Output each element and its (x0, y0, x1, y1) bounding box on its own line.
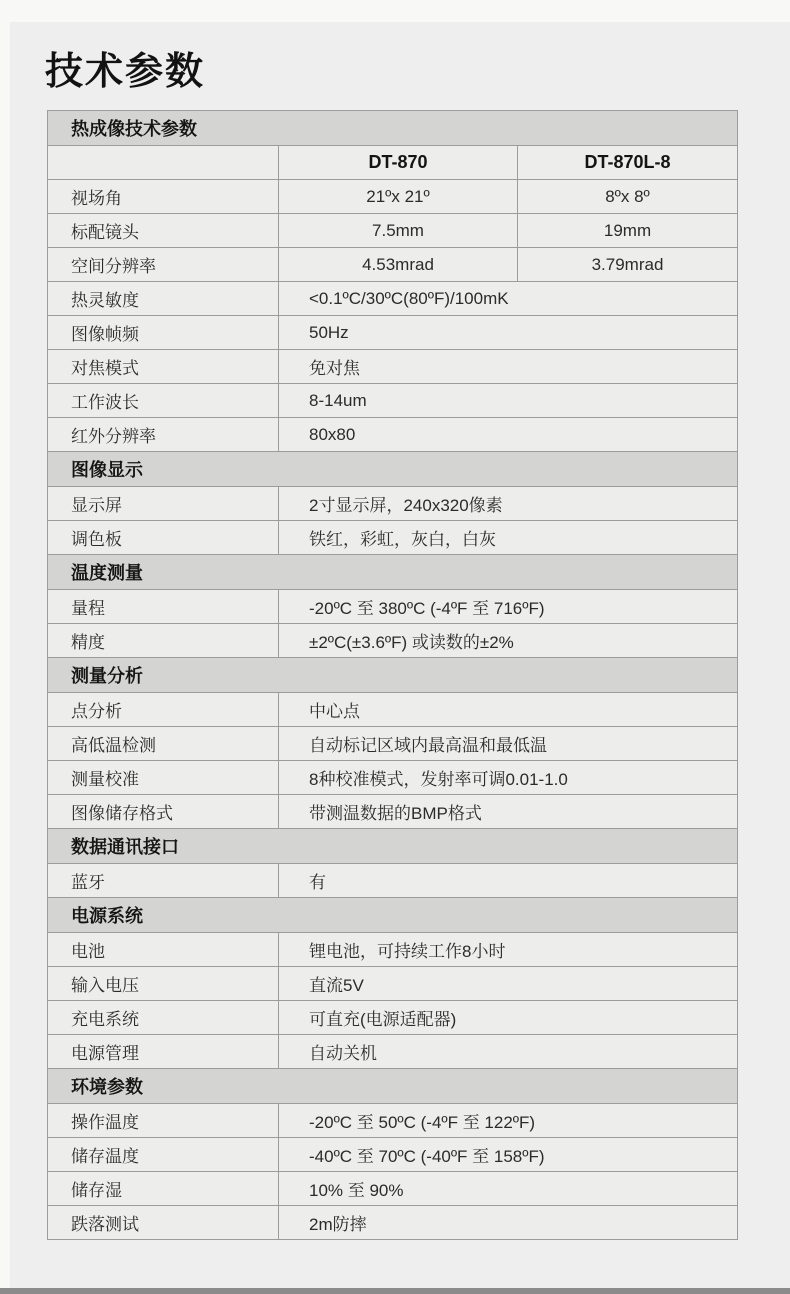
section-title: 热成像技术参数 (48, 111, 738, 146)
spec-label: 红外分辨率 (48, 418, 279, 452)
spec-value: 铁红，彩虹，灰白，白灰 (279, 521, 738, 555)
bottom-divider-bar (0, 1288, 790, 1294)
section-row (48, 1069, 738, 1104)
spec-label: 图像储存格式 (48, 795, 279, 829)
spec-value: 19mm (518, 214, 738, 248)
spec-label: 视场角 (48, 180, 279, 214)
spec-label: 调色板 (48, 521, 279, 555)
spec-row (48, 350, 738, 384)
spec-label: 空间分辨率 (48, 248, 279, 282)
spec-row (48, 418, 738, 452)
spec-label: 标配镜头 (48, 214, 279, 248)
spec-label: 工作波长 (48, 384, 279, 418)
spec-value: 中心点 (279, 693, 738, 727)
spec-label: 跌落测试 (48, 1206, 279, 1240)
spec-label: 高低温检测 (48, 727, 279, 761)
spec-row (48, 1138, 738, 1172)
spec-label: 对焦模式 (48, 350, 279, 384)
section-title: 数据通讯接口 (48, 829, 738, 864)
spec-row (48, 864, 738, 898)
spec-row (48, 590, 738, 624)
spec-value: 50Hz (279, 316, 738, 350)
spec-row (48, 727, 738, 761)
spec-row (48, 693, 738, 727)
section-row (48, 898, 738, 933)
spec-value: 21ºx 21º (279, 180, 518, 214)
spec-label: 电源管理 (48, 1035, 279, 1069)
section-row (48, 658, 738, 693)
spec-row (48, 1172, 738, 1206)
spec-label: 储存温度 (48, 1138, 279, 1172)
spec-value: 自动关机 (279, 1035, 738, 1069)
spec-row (48, 624, 738, 658)
spec-row (48, 967, 738, 1001)
spec-value: 2寸显示屏，240x320像素 (279, 487, 738, 521)
spec-value: -20ºC 至 50ºC (-4ºF 至 122ºF) (279, 1104, 738, 1138)
spec-value: 10% 至 90% (279, 1172, 738, 1206)
model-name-cell: DT-870L-8 (518, 146, 738, 180)
spec-value: 自动标记区域内最高温和最低温 (279, 727, 738, 761)
spec-label: 电池 (48, 933, 279, 967)
spec-value: 可直充(电源适配器) (279, 1001, 738, 1035)
section-title: 环境参数 (48, 1069, 738, 1104)
blank-header-cell (48, 146, 279, 180)
page-title: 技术参数 (45, 51, 206, 93)
spec-label: 蓝牙 (48, 864, 279, 898)
spec-label: 点分析 (48, 693, 279, 727)
spec-row (48, 761, 738, 795)
spec-row (48, 316, 738, 350)
spec-row (48, 1001, 738, 1035)
spec-row (48, 795, 738, 829)
spec-value: 80x80 (279, 418, 738, 452)
spec-label: 热灵敏度 (48, 282, 279, 316)
spec-row (48, 1206, 738, 1240)
spec-value: 直流5V (279, 967, 738, 1001)
spec-value: 锂电池，可持续工作8小时 (279, 933, 738, 967)
spec-value: 7.5mm (279, 214, 518, 248)
spec-value: 8ºx 8º (518, 180, 738, 214)
section-row (48, 829, 738, 864)
section-row (48, 111, 738, 146)
spec-row (48, 180, 738, 214)
spec-row (48, 248, 738, 282)
spec-label: 图像帧频 (48, 316, 279, 350)
spec-label: 充电系统 (48, 1001, 279, 1035)
spec-row (48, 487, 738, 521)
model-name-cell: DT-870 (279, 146, 518, 180)
spec-row (48, 933, 738, 967)
spec-label: 显示屏 (48, 487, 279, 521)
spec-value: 免对焦 (279, 350, 738, 384)
spec-value: 有 (279, 864, 738, 898)
model-header-row (48, 146, 738, 180)
spec-value: -20ºC 至 380ºC (-4ºF 至 716ºF) (279, 590, 738, 624)
section-title: 图像显示 (48, 452, 738, 487)
spec-value: 2m防摔 (279, 1206, 738, 1240)
spec-label: 操作温度 (48, 1104, 279, 1138)
spec-value: 8-14um (279, 384, 738, 418)
spec-table (47, 110, 738, 1240)
spec-row (48, 1035, 738, 1069)
spec-value: ±2ºC(±3.6ºF) 或读数的±2% (279, 624, 738, 658)
spec-label: 输入电压 (48, 967, 279, 1001)
spec-value: 3.79mrad (518, 248, 738, 282)
section-title: 电源系统 (48, 898, 738, 933)
spec-value: 4.53mrad (279, 248, 518, 282)
spec-label: 量程 (48, 590, 279, 624)
section-row (48, 452, 738, 487)
spec-label: 储存湿 (48, 1172, 279, 1206)
spec-value: -40ºC 至 70ºC (-40ºF 至 158ºF) (279, 1138, 738, 1172)
section-title: 温度测量 (48, 555, 738, 590)
spec-row (48, 521, 738, 555)
spec-label: 精度 (48, 624, 279, 658)
spec-row (48, 282, 738, 316)
spec-value: <0.1ºC/30ºC(80ºF)/100mK (279, 282, 738, 316)
spec-label: 测量校准 (48, 761, 279, 795)
spec-row (48, 384, 738, 418)
spec-row (48, 214, 738, 248)
spec-value: 带测温数据的BMP格式 (279, 795, 738, 829)
section-title: 测量分析 (48, 658, 738, 693)
spec-value: 8种校准模式，发射率可调0.01-1.0 (279, 761, 738, 795)
section-row (48, 555, 738, 590)
spec-row (48, 1104, 738, 1138)
